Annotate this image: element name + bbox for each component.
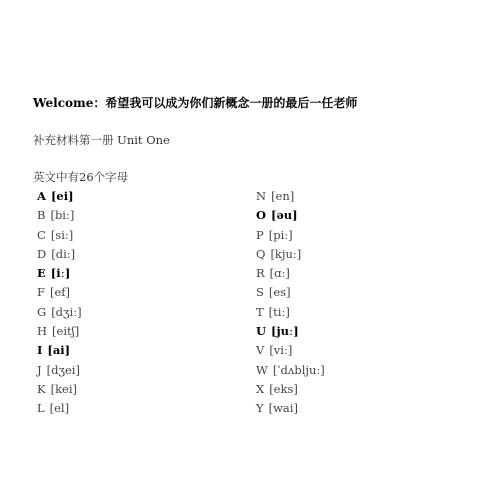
phonetic: [dʒiː] (51, 304, 82, 319)
letter-row (37, 322, 82, 341)
phonetic: [ei] (50, 189, 74, 203)
letter: R (256, 266, 265, 281)
letter-row (37, 264, 82, 283)
phonetic: [eitʃ] (52, 324, 80, 339)
letter: V (256, 343, 265, 358)
letter-row (256, 226, 325, 245)
letter-row (256, 187, 325, 206)
phonetic: [en] (271, 189, 295, 203)
letter: A (37, 189, 46, 203)
letter-row (256, 206, 325, 225)
phonetic: [piː] (268, 227, 293, 242)
phonetic: [diː] (51, 246, 76, 261)
material-subtitle: 补充材料第一册 Unit One (33, 133, 170, 147)
letter: U (256, 324, 267, 339)
letters-right-column (256, 187, 325, 419)
phonetic: [ˈdʌbljuː] (272, 362, 325, 377)
letters-left-column (37, 187, 82, 419)
letter: X (256, 381, 265, 396)
letter-row (256, 361, 325, 380)
phonetic: [es] (268, 285, 291, 300)
letter-row (256, 264, 325, 283)
letter-row (256, 399, 325, 418)
phonetic: [iː] (50, 266, 71, 281)
welcome-heading: Welcome：希望我可以成为你们新概念一册的最后一任老师 (33, 96, 358, 110)
letter-row (256, 380, 325, 399)
letter: I (37, 343, 43, 358)
letter-row (256, 341, 325, 360)
phonetic: [wai] (268, 401, 298, 416)
letter-row (256, 245, 325, 264)
phonetic: [ai] (47, 343, 71, 358)
letter: B (37, 208, 46, 223)
letter-row (37, 303, 82, 322)
letter: E (37, 266, 46, 281)
letter: W (256, 362, 268, 377)
letter-row (256, 322, 325, 341)
phonetic: [ef] (49, 285, 71, 300)
letter: G (37, 304, 47, 319)
phonetic: [ɑː] (269, 266, 290, 281)
alphabet-heading: 英文中有26个字母 (33, 170, 129, 184)
letter-row (37, 206, 82, 225)
letter: K (37, 381, 46, 396)
phonetic: [eks] (269, 381, 298, 396)
letter: L (37, 401, 45, 416)
letter: P (256, 227, 264, 242)
phonetic: [el] (49, 401, 70, 416)
phonetic: [kjuː] (270, 246, 302, 261)
letter-row (37, 399, 82, 418)
letter-row (37, 361, 82, 380)
letter: C (37, 227, 46, 242)
letter-row (256, 303, 325, 322)
letter: S (256, 285, 264, 300)
phonetic: [biː] (50, 208, 75, 223)
phonetic: [tiː] (268, 304, 290, 319)
phonetic: [əu] (271, 208, 298, 223)
letter-row (37, 380, 82, 399)
letter: N (256, 189, 267, 203)
phonetic: [dʒei] (46, 362, 80, 377)
letter-row (256, 283, 325, 302)
letter-row (37, 226, 82, 245)
letter: Q (256, 246, 266, 261)
letter-row (37, 187, 82, 206)
letter-row (37, 245, 82, 264)
phonetic: [juː] (271, 324, 299, 339)
letter: Y (256, 401, 264, 416)
letter-row (37, 341, 82, 360)
letter: H (37, 324, 48, 339)
phonetic: [siː] (50, 227, 74, 242)
letter: T (256, 304, 264, 319)
phonetic: [viː] (269, 343, 293, 358)
letter: O (256, 208, 267, 223)
letter: J (37, 362, 42, 377)
letter: F (37, 285, 45, 300)
phonetic: [kei] (50, 381, 78, 396)
letter-row (37, 283, 82, 302)
letter: D (37, 246, 47, 261)
